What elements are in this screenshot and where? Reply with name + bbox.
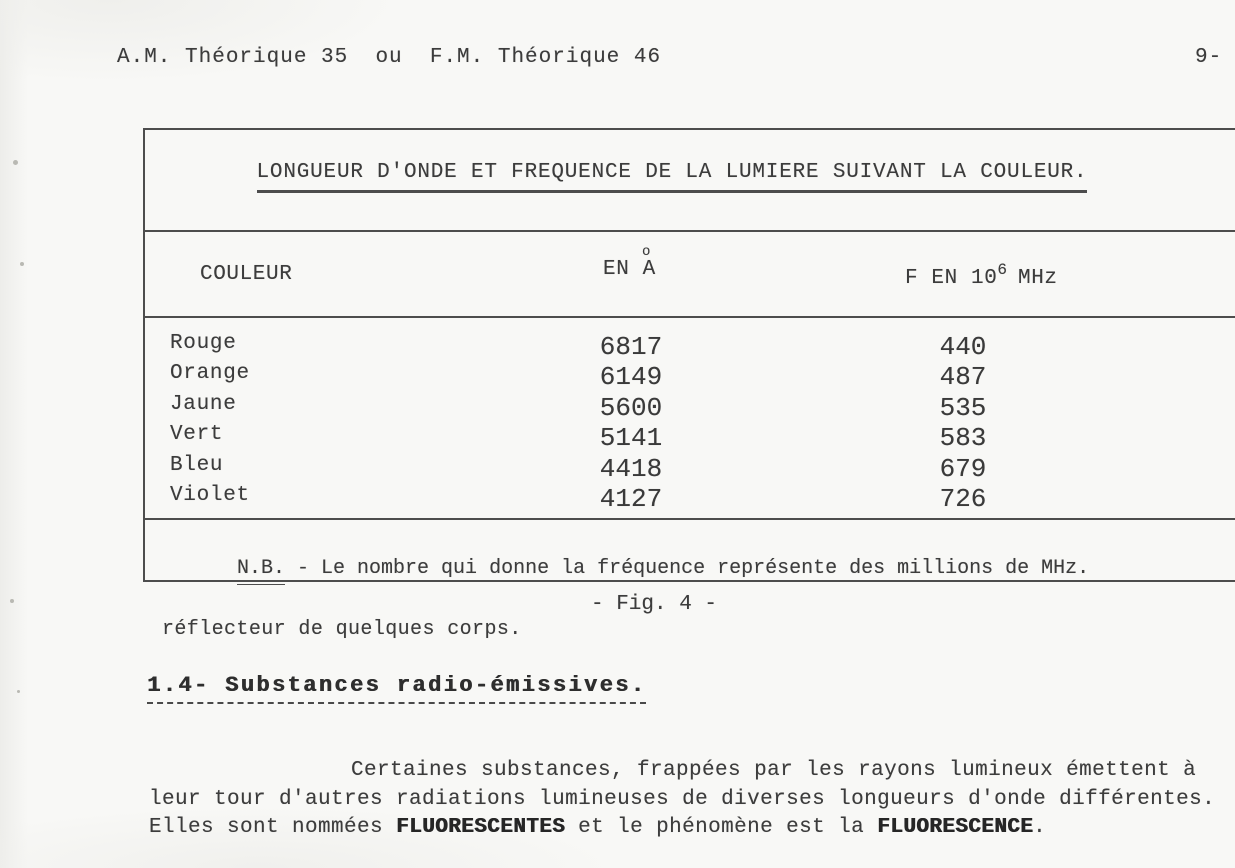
frequency-unit: MHz	[1018, 267, 1058, 290]
wavelength-value: 5600	[599, 392, 663, 423]
paragraph-line-3-after: .	[1033, 816, 1047, 839]
wavelength-value: 4127	[599, 483, 663, 514]
frequency-value: 679	[939, 453, 987, 484]
table-body	[145, 332, 1235, 514]
angstrom-ring-mark: o	[642, 244, 652, 260]
color-name: Jaune	[170, 392, 237, 416]
scan-speck	[20, 262, 24, 266]
paragraph-line-3-before: Elles sont nommées	[149, 816, 397, 839]
table-title: LONGUEUR D'ONDE ET FREQUENCE DE LA LUMIERE SUIVANT LA COULEUR.	[257, 161, 1088, 193]
frequency-value: 726	[939, 483, 987, 514]
paragraph-line-3-middle: et le phénomène est la	[565, 816, 878, 839]
reflecteur-line: réflecteur de quelques corps.	[162, 618, 522, 641]
table-row	[145, 484, 1235, 514]
frequency-value: 535	[939, 392, 987, 423]
wavelength-value: 6149	[599, 362, 663, 393]
scan-speck	[10, 599, 14, 603]
paragraph-line-3	[149, 815, 1046, 840]
paragraph-line-2: leur tour d'autres radiations lumineuses de diverses longueurs d'onde différentes.	[149, 788, 1216, 811]
frequency-value: 583	[939, 423, 987, 454]
paragraph-line-1: Certaines substances, frappées par les rayons lumineux émettent à	[351, 759, 1197, 782]
table-rule	[145, 316, 1235, 318]
column-header-couleur: COULEUR	[200, 263, 293, 286]
table-row	[145, 393, 1235, 423]
table-title-row	[145, 161, 1199, 193]
table-row	[145, 362, 1235, 392]
fluorescence-term: FLUORESCENCE	[877, 816, 1034, 839]
note-text: - Le nombre qui donne la fréquence représente des millions de MHz.	[285, 557, 1090, 580]
table-row	[145, 332, 1235, 362]
scan-speck	[13, 160, 18, 165]
angstrom-prefix: EN	[603, 258, 643, 281]
color-name: Vert	[170, 423, 224, 447]
table-rule	[145, 518, 1235, 520]
wavelength-value: 6817	[599, 332, 663, 362]
column-header-frequency	[905, 261, 1058, 290]
scan-speck	[17, 690, 20, 693]
page-number: 9-	[1195, 46, 1223, 69]
frequency-exponent: 6	[997, 261, 1008, 279]
color-name: Rouge	[170, 332, 237, 355]
section-heading-1-4: 1.4- Substances radio-émissives.	[147, 673, 646, 704]
fluorescentes-term: FLUORESCENTES	[396, 816, 566, 839]
frequency-value: 440	[939, 332, 987, 362]
frequency-value: 487	[939, 362, 987, 393]
wavelength-value: 5141	[599, 423, 663, 454]
document-header: A.M. Théorique 35 ou F.M. Théorique 46	[117, 46, 662, 69]
wavelength-frequency-table	[143, 128, 1235, 582]
table-row	[145, 454, 1235, 484]
color-name: Violet	[170, 483, 250, 507]
frequency-prefix: F EN 10	[905, 267, 998, 290]
figure-caption: - Fig. 4 -	[591, 593, 718, 616]
wavelength-value: 4418	[599, 453, 663, 484]
note-label: N.B.	[237, 557, 285, 585]
column-header-angstrom	[603, 246, 656, 281]
angstrom-letter: A	[642, 258, 656, 281]
table-row	[145, 423, 1235, 453]
table-rule	[145, 230, 1235, 232]
color-name: Orange	[170, 362, 250, 386]
color-name: Bleu	[170, 453, 224, 477]
